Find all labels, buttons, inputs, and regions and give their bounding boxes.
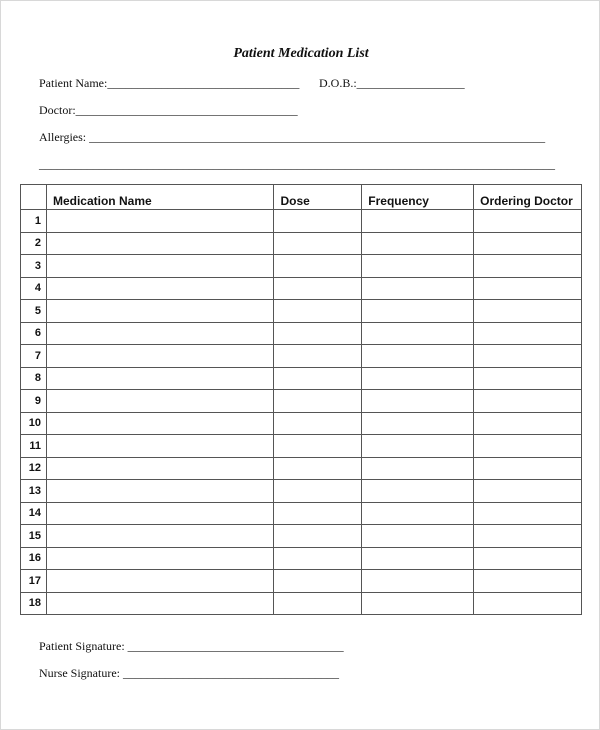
row-number: 7 — [21, 345, 47, 368]
table-row — [21, 457, 582, 480]
row-number: 18 — [21, 592, 47, 615]
medication-name-cell[interactable] — [46, 435, 273, 458]
dose-cell[interactable] — [274, 367, 362, 390]
dose-cell[interactable] — [274, 345, 362, 368]
table-row — [21, 322, 582, 345]
ordering-doctor-cell[interactable] — [474, 412, 582, 435]
dose-cell[interactable] — [274, 277, 362, 300]
patient-name-field[interactable]: Patient Name:________________________________ — [39, 76, 300, 90]
ordering-doctor-cell[interactable] — [474, 345, 582, 368]
dose-cell[interactable] — [274, 232, 362, 255]
row-number: 16 — [21, 547, 47, 570]
medication-name-header: Medication Name — [46, 185, 273, 210]
table-row — [21, 525, 582, 548]
row-number-header — [21, 185, 47, 210]
row-number: 9 — [21, 390, 47, 413]
ordering-doctor-cell[interactable] — [474, 367, 582, 390]
row-number: 3 — [21, 255, 47, 278]
row-number: 5 — [21, 300, 47, 323]
ordering-doctor-cell[interactable] — [474, 322, 582, 345]
medication-name-cell[interactable] — [46, 502, 273, 525]
table-row — [21, 435, 582, 458]
ordering-doctor-cell[interactable] — [474, 277, 582, 300]
medication-name-cell[interactable] — [46, 480, 273, 503]
dose-cell[interactable] — [274, 210, 362, 233]
ordering-doctor-cell[interactable] — [474, 390, 582, 413]
dose-cell[interactable] — [274, 322, 362, 345]
dose-cell[interactable] — [274, 502, 362, 525]
ordering-doctor-cell[interactable] — [474, 232, 582, 255]
frequency-cell[interactable] — [362, 435, 474, 458]
medication-name-cell[interactable] — [46, 210, 273, 233]
dose-cell[interactable] — [274, 592, 362, 615]
dose-cell[interactable] — [274, 525, 362, 548]
frequency-cell[interactable] — [362, 502, 474, 525]
medication-name-cell[interactable] — [46, 232, 273, 255]
frequency-cell[interactable] — [362, 547, 474, 570]
row-number: 13 — [21, 480, 47, 503]
frequency-cell[interactable] — [362, 322, 474, 345]
frequency-cell[interactable] — [362, 277, 474, 300]
table-row — [21, 232, 582, 255]
dose-cell[interactable] — [274, 457, 362, 480]
frequency-cell[interactable] — [362, 345, 474, 368]
row-number: 14 — [21, 502, 47, 525]
row-number: 17 — [21, 570, 47, 593]
medication-name-cell[interactable] — [46, 412, 273, 435]
row-number: 1 — [21, 210, 47, 233]
dose-cell[interactable] — [274, 412, 362, 435]
medication-name-cell[interactable] — [46, 345, 273, 368]
table-row — [21, 502, 582, 525]
frequency-cell[interactable] — [362, 412, 474, 435]
ordering-doctor-cell[interactable] — [474, 547, 582, 570]
table-row — [21, 547, 582, 570]
frequency-cell[interactable] — [362, 367, 474, 390]
dose-cell[interactable] — [274, 435, 362, 458]
frequency-cell[interactable] — [362, 525, 474, 548]
allergies-field-line2[interactable]: ______________________________________________________________________________________ — [39, 157, 555, 171]
ordering-doctor-cell[interactable] — [474, 592, 582, 615]
frequency-cell[interactable] — [362, 255, 474, 278]
row-number: 2 — [21, 232, 47, 255]
frequency-header: Frequency — [362, 185, 474, 210]
allergies-field[interactable]: Allergies: ____________________________________________________________________________ — [39, 130, 546, 144]
table-row — [21, 570, 582, 593]
frequency-cell[interactable] — [362, 570, 474, 593]
row-number: 11 — [21, 435, 47, 458]
table-row — [21, 367, 582, 390]
dose-cell[interactable] — [274, 390, 362, 413]
ordering-doctor-cell[interactable] — [474, 435, 582, 458]
medication-name-cell[interactable] — [46, 570, 273, 593]
medication-name-cell[interactable] — [46, 390, 273, 413]
ordering-doctor-cell[interactable] — [474, 502, 582, 525]
table-row — [21, 300, 582, 323]
form-title: Patient Medication List — [233, 46, 369, 61]
frequency-cell[interactable] — [362, 457, 474, 480]
frequency-cell[interactable] — [362, 480, 474, 503]
frequency-cell[interactable] — [362, 210, 474, 233]
row-number: 15 — [21, 525, 47, 548]
medication-name-cell[interactable] — [46, 255, 273, 278]
table-row — [21, 390, 582, 413]
medication-name-cell[interactable] — [46, 547, 273, 570]
ordering-doctor-header: Ordering Doctor — [474, 185, 582, 210]
dose-cell[interactable] — [274, 300, 362, 323]
frequency-cell[interactable] — [362, 300, 474, 323]
dose-cell[interactable] — [274, 480, 362, 503]
patient-signature-field[interactable]: Patient Signature: ____________________________________ — [39, 639, 344, 653]
row-number: 4 — [21, 277, 47, 300]
ordering-doctor-cell[interactable] — [474, 255, 582, 278]
medication-name-cell[interactable] — [46, 457, 273, 480]
dob-field[interactable]: D.O.B.:__________________ — [319, 76, 465, 90]
medication-name-cell[interactable] — [46, 525, 273, 548]
row-number: 10 — [21, 412, 47, 435]
ordering-doctor-cell[interactable] — [474, 457, 582, 480]
table-row — [21, 277, 582, 300]
ordering-doctor-cell[interactable] — [474, 525, 582, 548]
frequency-cell[interactable] — [362, 390, 474, 413]
medication-name-cell[interactable] — [46, 300, 273, 323]
medication-name-cell[interactable] — [46, 277, 273, 300]
ordering-doctor-cell[interactable] — [474, 480, 582, 503]
frequency-cell[interactable] — [362, 232, 474, 255]
frequency-cell[interactable] — [362, 592, 474, 615]
medication-name-cell[interactable] — [46, 367, 273, 390]
row-number: 12 — [21, 457, 47, 480]
row-number: 8 — [21, 367, 47, 390]
table-row — [21, 480, 582, 503]
table-row — [21, 255, 582, 278]
dose-cell[interactable] — [274, 255, 362, 278]
table-header-row — [21, 185, 582, 210]
medication-name-cell[interactable] — [46, 592, 273, 615]
table-row — [21, 210, 582, 233]
doctor-field[interactable]: Doctor:_____________________________________ — [39, 103, 298, 117]
dose-cell[interactable] — [274, 570, 362, 593]
row-number: 6 — [21, 322, 47, 345]
medication-table — [20, 184, 582, 615]
ordering-doctor-cell[interactable] — [474, 570, 582, 593]
ordering-doctor-cell[interactable] — [474, 210, 582, 233]
table-row — [21, 345, 582, 368]
table-row — [21, 412, 582, 435]
ordering-doctor-cell[interactable] — [474, 300, 582, 323]
medication-name-cell[interactable] — [46, 322, 273, 345]
dose-cell[interactable] — [274, 547, 362, 570]
dose-header: Dose — [274, 185, 362, 210]
table-row — [21, 592, 582, 615]
nurse-signature-field[interactable]: Nurse Signature: ____________________________________ — [39, 666, 339, 680]
